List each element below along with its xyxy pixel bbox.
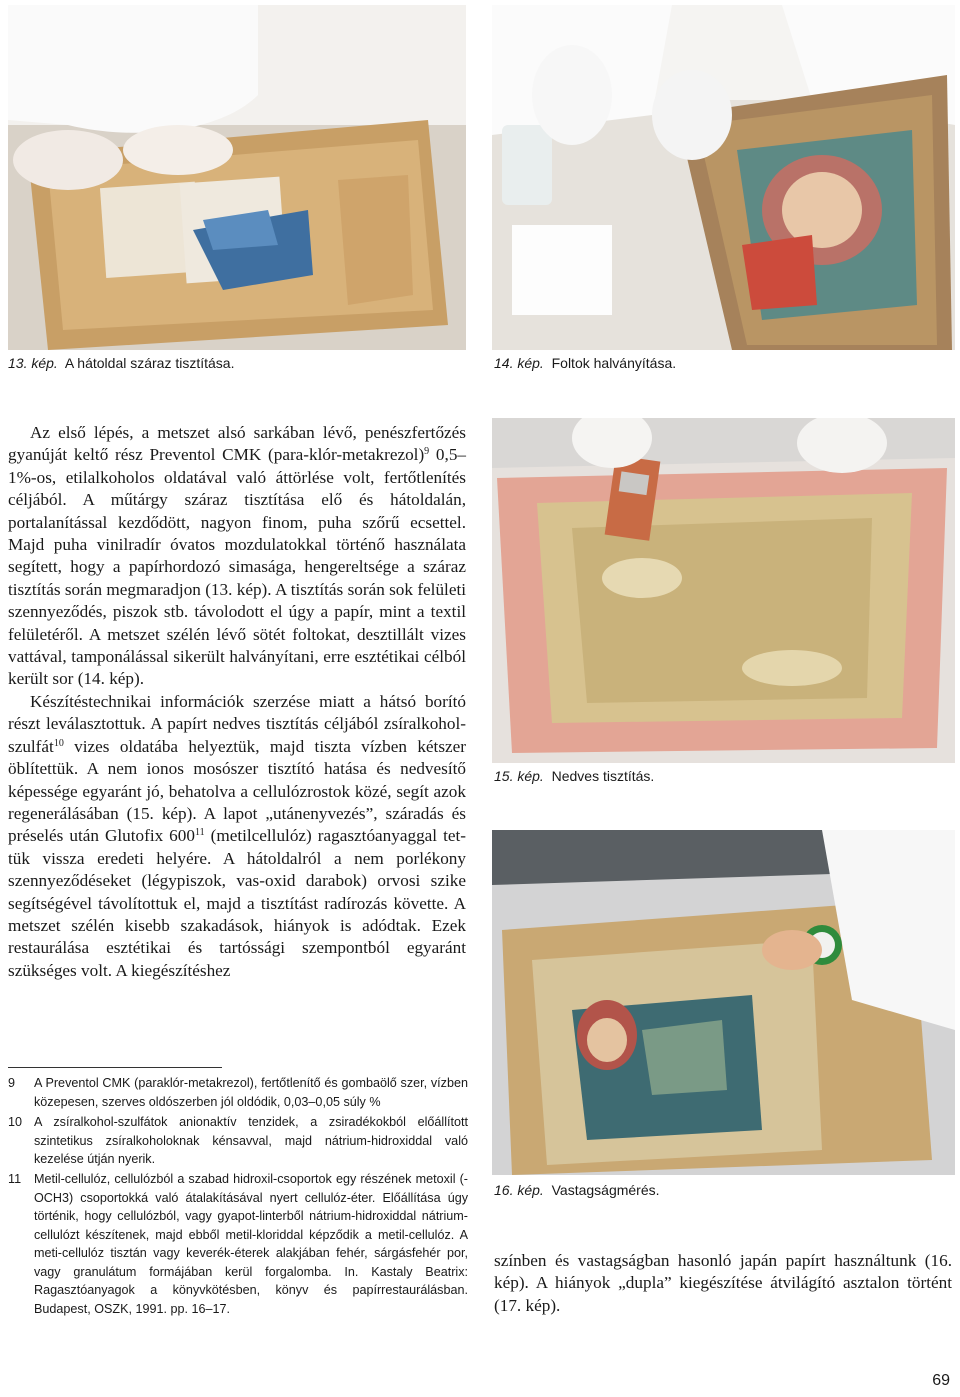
caption-14-number: 14. kép. <box>494 355 544 371</box>
photo-13-dry-cleaning <box>8 5 466 350</box>
footnote-10-number: 10 <box>8 1115 23 1129</box>
caption-16-text: Vastagságmérés. <box>551 1182 660 1198</box>
body-text-column <box>8 422 466 982</box>
caption-15 <box>494 768 654 785</box>
caption-15-text: Nedves tisztítás. <box>551 768 655 784</box>
paragraph-2-part-c: (metilcellulóz) ragasztóanyaggal tettük vissza eredeti helyére. A hátoldalról a nem porlékony szennyeződéseket (légypiszok, vas-oxid darabok) orvosi szike segítségével távolítottuk el, majd a tisztítást radírozás követte. A metszet szélén kisebb szakadások, hiányok is adódtak. Ezek restaurálása esztétikai és tartóssági szempontból egyaránt szükséges volt. A kiegészítéshez <box>8 826 466 980</box>
caption-15-number: 15. kép. <box>494 768 544 784</box>
photo-15-wet-cleaning <box>492 418 955 763</box>
footnote-11-text: Metil-cellulóz, cellulózból a szabad hidroxil-csoportok egy részének metoxil (-OCH3) csoportokká való átalakításával nyert cellulóz-éter. Előállítása úgy történik, hogy cellulózból, vagy gyapot-linterből nátrium-hidroxiddal nátrium-cellulózt készítenek, majd ebből metil-kloriddal képződik a metil-cellulóz. A meti-cellulóz tisztán vagy keverék-éterek alakjában fehér, sárgásfehér por, vagy granulátum formájában kerül forgalomba. In. Kastaly Beatrix: Ragasztóanyagok a könyvkötésben, könyv és papírrestaurálásban. Budapest, OSZK, 1991. pp. 16–17. <box>34 1172 468 1316</box>
footnote-ref-9: 9 <box>424 446 430 458</box>
caption-16 <box>494 1182 660 1199</box>
photo-14-stain-lightening <box>492 5 955 350</box>
photo-16-thickness-measurement <box>492 830 955 1175</box>
body-text-continuation <box>494 1250 952 1317</box>
paragraph-1 <box>8 422 466 691</box>
footnote-ref-11: 11 <box>194 827 205 839</box>
footnote-divider <box>8 1067 222 1068</box>
caption-13-number: 13. kép. <box>8 355 58 371</box>
caption-14-text: Foltok halványítása. <box>551 355 677 371</box>
paragraph-1-part-a: Az első lépés, a metszet alsó sarkában lévő, penészfertőzés gyanúját keltő rész Preventol CMK (para-klór-metakrezol) <box>8 423 466 465</box>
caption-14 <box>494 355 676 372</box>
caption-13 <box>8 355 234 372</box>
paragraph-1-part-b: 0,5–1%-os, etilalkoholos oldatával való áttörlése volt, fertőtlenítés céljából. A műtárgy száraz tisztítása elő és hátoldalán, portalanítással kezdődött, nagyon finom, puha szőrű ecsettel. Majd puha vinilradír óvatos mozdulatokkal történő használata segített, hogy a papírhordozó simasága, hengereltsége a száraz tisztítás során megmaradjon (13. kép). A tisztítás során sok felületi szennyeződés, piszok stb. távolodott el úgy a papír, mint a textil felületéről. A metszet szélén lévő sötét foltokat, desztillált vizes vattával, tamponálással sikerült halványítani, erre esztétikai célból került sor (14. kép). <box>8 445 467 689</box>
paragraph-2 <box>8 691 466 982</box>
footnote-9-text: A Preventol CMK (paraklór-metakrezol), fertőtlenítő és gombaölő szer, vízben közepesen, szerves oldószerben jól oldódik, 0,03–0,05 súly % <box>34 1076 468 1109</box>
caption-13-text: A hátoldal száraz tisztítása. <box>64 355 235 371</box>
footnote-11 <box>8 1170 468 1318</box>
continuation-paragraph: színben és vastagságban hasonló japán papírt használtunk (16. kép). A hiányok „dupla” kiegészítése átvilágító asztalon történt (17. kép). <box>494 1251 952 1315</box>
footnote-10 <box>8 1113 468 1169</box>
footnote-9-number: 9 <box>8 1076 16 1090</box>
paragraph-2-part-a: Készítéstechnikai információk szerzése miatt a hátsó borító részt leválasztottuk. A papírt nedves tisztítás céljából zsíralkohol-szulfát <box>8 691 466 756</box>
caption-16-number: 16. kép. <box>494 1182 544 1198</box>
footnote-ref-10: 10 <box>53 737 64 749</box>
footnote-11-number: 11 <box>8 1172 22 1186</box>
footnote-9 <box>8 1074 468 1111</box>
footnote-10-text: A zsíralkohol-szulfátok anionaktív tenzidek, a zsiradékokból előállított szintetikus zsíralkoholoknak kénsavval, majd nátrium-hidroxiddal való kezelése útján nyerik. <box>34 1115 468 1166</box>
page-number: 69 <box>932 1372 950 1389</box>
paragraph-2-part-b: vizes oldatába helyeztük, majd tiszta vízben kétszer öblítettük. A nem ionos mosószer tisztító hatása és nedvesítő képessége egyaránt jó, behatolva a cellulózrostok közé, segít azok regenerálásában (15. kép). A lapot „utánenyvezés”, száradás és préselés után Glutofix 600 <box>8 736 466 846</box>
